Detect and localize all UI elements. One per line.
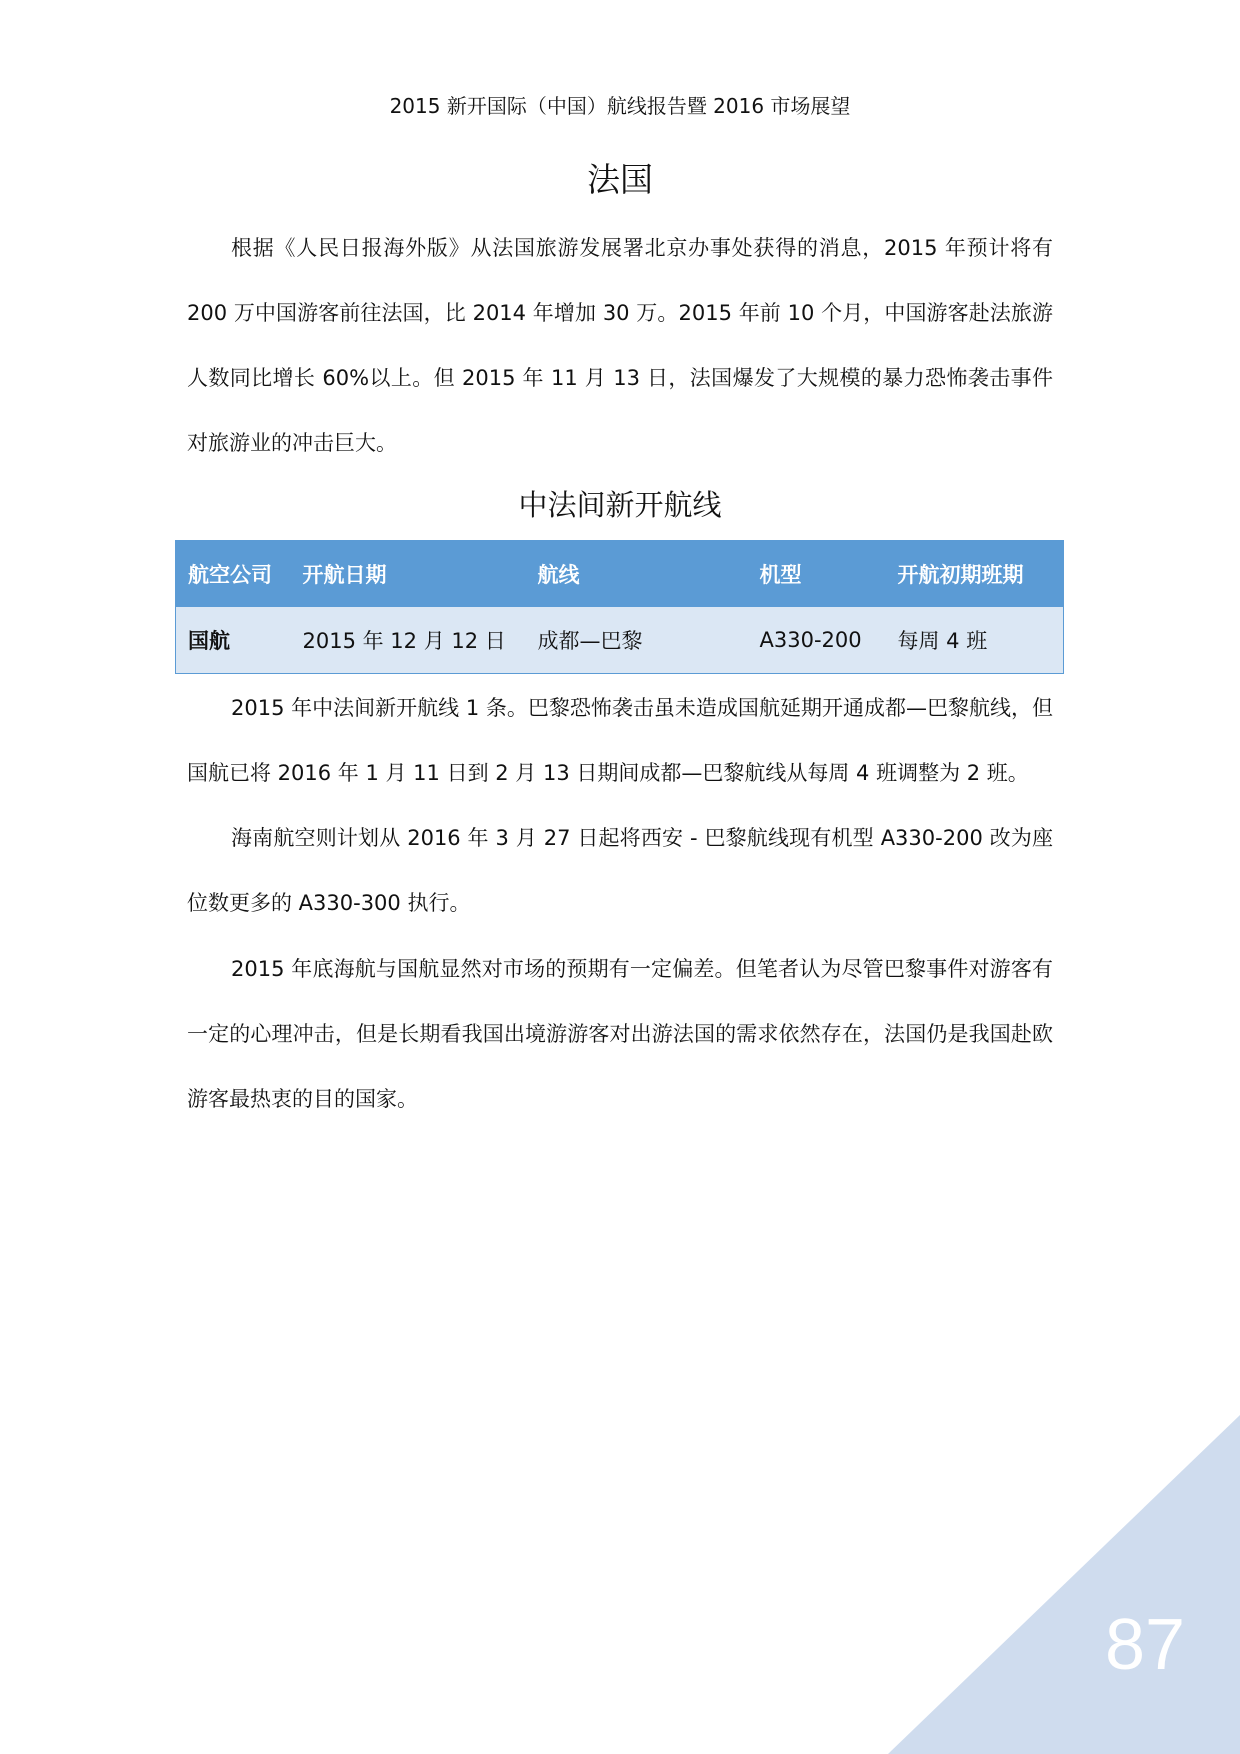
header-route: 航线 [526,541,748,608]
cell-aircraft: A330-200 [748,607,886,674]
corner-triangle-shape [888,1415,1240,1754]
header-airline: 航空公司 [176,541,291,608]
header-frequency: 开航初期班期 [886,541,1064,608]
running-header: 2015 新开国际（中国）航线报告暨 2016 市场展望 [389,94,851,118]
corner-decoration [888,1415,1240,1754]
table-header-row [176,541,1064,608]
new-routes-table [175,540,1064,674]
section-title: 法国 [587,160,653,199]
cell-route: 成都—巴黎 [526,607,748,674]
paragraph-hainan: 海南航空则计划从 2016 年 3 月 27 日起将西安 - 巴黎航线现有机型 A330-200 改为座位数更多的 A330-300 执行。 [187,826,1053,915]
paragraph-air-china: 2015 年中法间新开航线 1 条。巴黎恐怖袭击虽未造成国航延期开通成都—巴黎航线，但国航已将 2016 年 1 月 11 日到 2 月 13 日期间成都—巴黎航线从每周 4 班调整为 2 班。 [187,696,1053,785]
header-aircraft: 机型 [748,541,886,608]
paragraph-intro: 根据《人民日报海外版》从法国旅游发展署北京办事处获得的消息，2015 年预计将有 200 万中国游客前往法国，比 2014 年增加 30 万。2015 年前 10 个月，中国游客赴法旅游人数同比增长 60%以上。但 2015 年 11 月 13 日，法国爆发了大规模的暴力恐怖袭击事件对旅游业的冲击巨大。 [187,236,1053,455]
page-number: 87 [1104,1605,1186,1685]
table-row [176,607,1064,674]
table-title: 中法间新开航线 [518,488,722,522]
paragraph-outlook: 2015 年底海航与国航显然对市场的预期有一定偏差。但笔者认为尽管巴黎事件对游客有一定的心理冲击，但是长期看我国出境游游客对出游法国的需求依然存在，法国仍是我国赴欧游客最热衷的目的国家。 [187,957,1053,1111]
cell-airline: 国航 [176,607,291,674]
cell-frequency: 每周 4 班 [886,607,1064,674]
cell-launch-date: 2015 年 12 月 12 日 [291,607,526,674]
header-launch-date: 开航日期 [291,541,526,608]
